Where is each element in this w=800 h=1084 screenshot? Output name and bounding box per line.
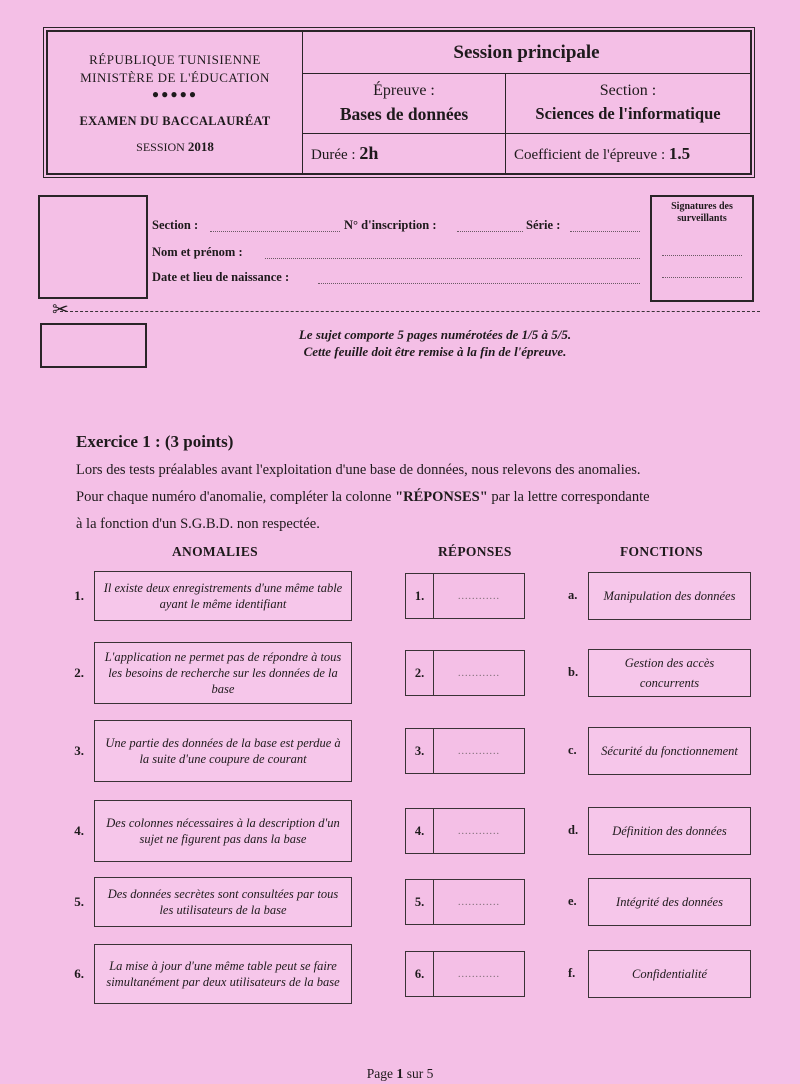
- coef-label: Coefficient de l'épreuve :: [514, 147, 666, 163]
- epreuve-label: Épreuve :: [373, 82, 435, 99]
- anonymous-code-box[interactable]: [40, 323, 147, 368]
- subject-row: [303, 74, 750, 134]
- epreuve-cell: [303, 74, 506, 134]
- republic-label: RÉPUBLIQUE TUNISIENNE: [89, 52, 261, 67]
- answer-number: 4.: [406, 809, 434, 853]
- function-letter: b.: [568, 665, 579, 679]
- separator-dots: ●●●●●: [151, 87, 199, 101]
- exam-header: [46, 30, 752, 175]
- duree-cell: [303, 134, 506, 173]
- session-year: 2018: [187, 139, 214, 154]
- function-text: Confidentialité: [588, 950, 751, 998]
- anomaly-text: Des données secrètes sont consultées par tous les utilisateurs de la base: [94, 877, 352, 927]
- page-sur: sur: [406, 1066, 424, 1081]
- notice-return: Cette feuille doit être remise à la fin de l'épreuve.: [303, 344, 567, 359]
- id-section-label: Section :: [152, 218, 199, 232]
- id-section-field[interactable]: [210, 231, 340, 232]
- ministry-label: MINISTÈRE DE L'ÉDUCATION: [80, 70, 270, 85]
- function-letter: c.: [568, 743, 577, 757]
- session-type: Session principale: [303, 32, 750, 74]
- session-year-label: [48, 139, 302, 155]
- answer-number: 6.: [406, 952, 434, 996]
- answer-field[interactable]: ............: [458, 825, 500, 837]
- page-total: 5: [426, 1066, 434, 1081]
- page-number: 1: [396, 1067, 404, 1082]
- col-anomalies: ANOMALIES: [172, 544, 258, 559]
- answer-box[interactable]: [405, 728, 525, 774]
- answer-box[interactable]: [405, 951, 525, 997]
- answer-box[interactable]: [405, 879, 525, 925]
- signature-line: [662, 277, 742, 278]
- id-inscription-field[interactable]: [457, 231, 523, 232]
- section-cell: [506, 74, 750, 134]
- answer-number: 2.: [406, 651, 434, 695]
- exam-label: EXAMEN DU BACCALAURÉAT: [79, 114, 271, 128]
- function-text: Sécurité du fonctionnement: [588, 727, 751, 775]
- answer-box[interactable]: [405, 650, 525, 696]
- exercise-paragraph: Lors des tests préalables avant l'exploitation d'une base de données, nous relevons des anomalies.: [76, 462, 641, 478]
- duration-row: [303, 134, 750, 173]
- anomaly-number: 1.: [74, 588, 84, 603]
- exercise-instruction: [76, 489, 650, 506]
- section-value: Sciences de l'informatique: [535, 104, 721, 123]
- cut-line: [60, 311, 760, 312]
- answer-field[interactable]: ............: [458, 590, 500, 602]
- function-letter: d.: [568, 823, 579, 837]
- id-serie-label: Série :: [526, 218, 561, 232]
- anomaly-text: Une partie des données de la base est perdue à la suite d'une coupure de courant: [94, 720, 352, 782]
- id-nom-field[interactable]: [265, 258, 640, 259]
- session-label: SESSION: [136, 140, 185, 154]
- answer-number: 3.: [406, 729, 434, 773]
- answer-field[interactable]: ............: [458, 896, 500, 908]
- answer-number: 5.: [406, 880, 434, 924]
- id-inscription-label: N° d'inscription :: [344, 218, 437, 232]
- duree-label: Durée :: [311, 147, 356, 163]
- anomaly-number: 5.: [74, 894, 84, 909]
- exam-info-block: [303, 32, 750, 173]
- anomaly-number: 3.: [74, 743, 84, 758]
- col-reponses: RÉPONSES: [438, 544, 512, 559]
- exercise-paragraph: à la fonction d'un S.G.B.D. non respectée.: [76, 516, 320, 532]
- candidate-number-box[interactable]: [38, 195, 148, 299]
- function-letter: f.: [568, 966, 576, 980]
- id-serie-field[interactable]: [570, 231, 640, 232]
- function-letter: a.: [568, 588, 578, 602]
- reponses-keyword: "RÉPONSES": [395, 489, 488, 505]
- institution-block: [48, 32, 303, 173]
- answer-field[interactable]: ............: [458, 667, 500, 679]
- page-label: Page: [366, 1066, 393, 1081]
- function-text: Définition des données: [588, 807, 751, 855]
- anomaly-text: La mise à jour d'une même table peut se faire simultanément par deux utilisateurs de la base: [94, 944, 352, 1004]
- anomaly-text: Des colonnes nécessaires à la description d'un sujet ne figurent pas dans la base: [94, 800, 352, 862]
- id-naissance-field[interactable]: [318, 283, 640, 284]
- anomaly-text: Il existe deux enregistrements d'une même table ayant le même identifiant: [94, 571, 352, 621]
- instruction-part-a: Pour chaque numéro d'anomalie, compléter la colonne: [76, 489, 396, 505]
- epreuve-value: Bases de données: [339, 104, 469, 124]
- instruction-part-c: par la lettre correspondante: [487, 489, 650, 505]
- function-letter: e.: [568, 894, 577, 908]
- signatures-label: Signatures des surveillants: [671, 201, 733, 224]
- col-fonctions: FONCTIONS: [620, 544, 703, 559]
- answer-box[interactable]: [405, 808, 525, 854]
- id-naissance-label: Date et lieu de naissance :: [152, 270, 290, 284]
- answer-number: 1.: [406, 574, 434, 618]
- anomaly-number: 4.: [74, 823, 84, 838]
- coef-cell: [506, 134, 750, 173]
- function-text: Manipulation des données: [588, 572, 751, 620]
- scissors-icon: ✂: [52, 299, 69, 321]
- notice-pages: Le sujet comporte 5 pages numérotées de 1/5 à 5/5.: [298, 327, 572, 342]
- answer-box[interactable]: [405, 573, 525, 619]
- exercise-title: Exercice 1 : (3 points): [76, 432, 234, 451]
- answer-field[interactable]: ............: [458, 745, 500, 757]
- answer-field[interactable]: ............: [458, 968, 500, 980]
- section-label: Section :: [599, 82, 657, 99]
- id-nom-label: Nom et prénom :: [152, 245, 243, 259]
- function-text: Gestion des accès concurrents: [588, 649, 751, 697]
- anomaly-text: L'application ne permet pas de répondre à tous les besoins de recherche sur les données de la base: [94, 642, 352, 704]
- signatures-box[interactable]: [650, 195, 754, 302]
- coef-value: 1.5: [668, 144, 691, 163]
- anomaly-number: 2.: [74, 665, 84, 680]
- anomaly-number: 6.: [74, 966, 84, 981]
- page-footer: [0, 1066, 800, 1083]
- signature-line: [662, 255, 742, 256]
- duree-value: 2h: [359, 143, 379, 163]
- function-text: Intégrité des données: [588, 878, 751, 926]
